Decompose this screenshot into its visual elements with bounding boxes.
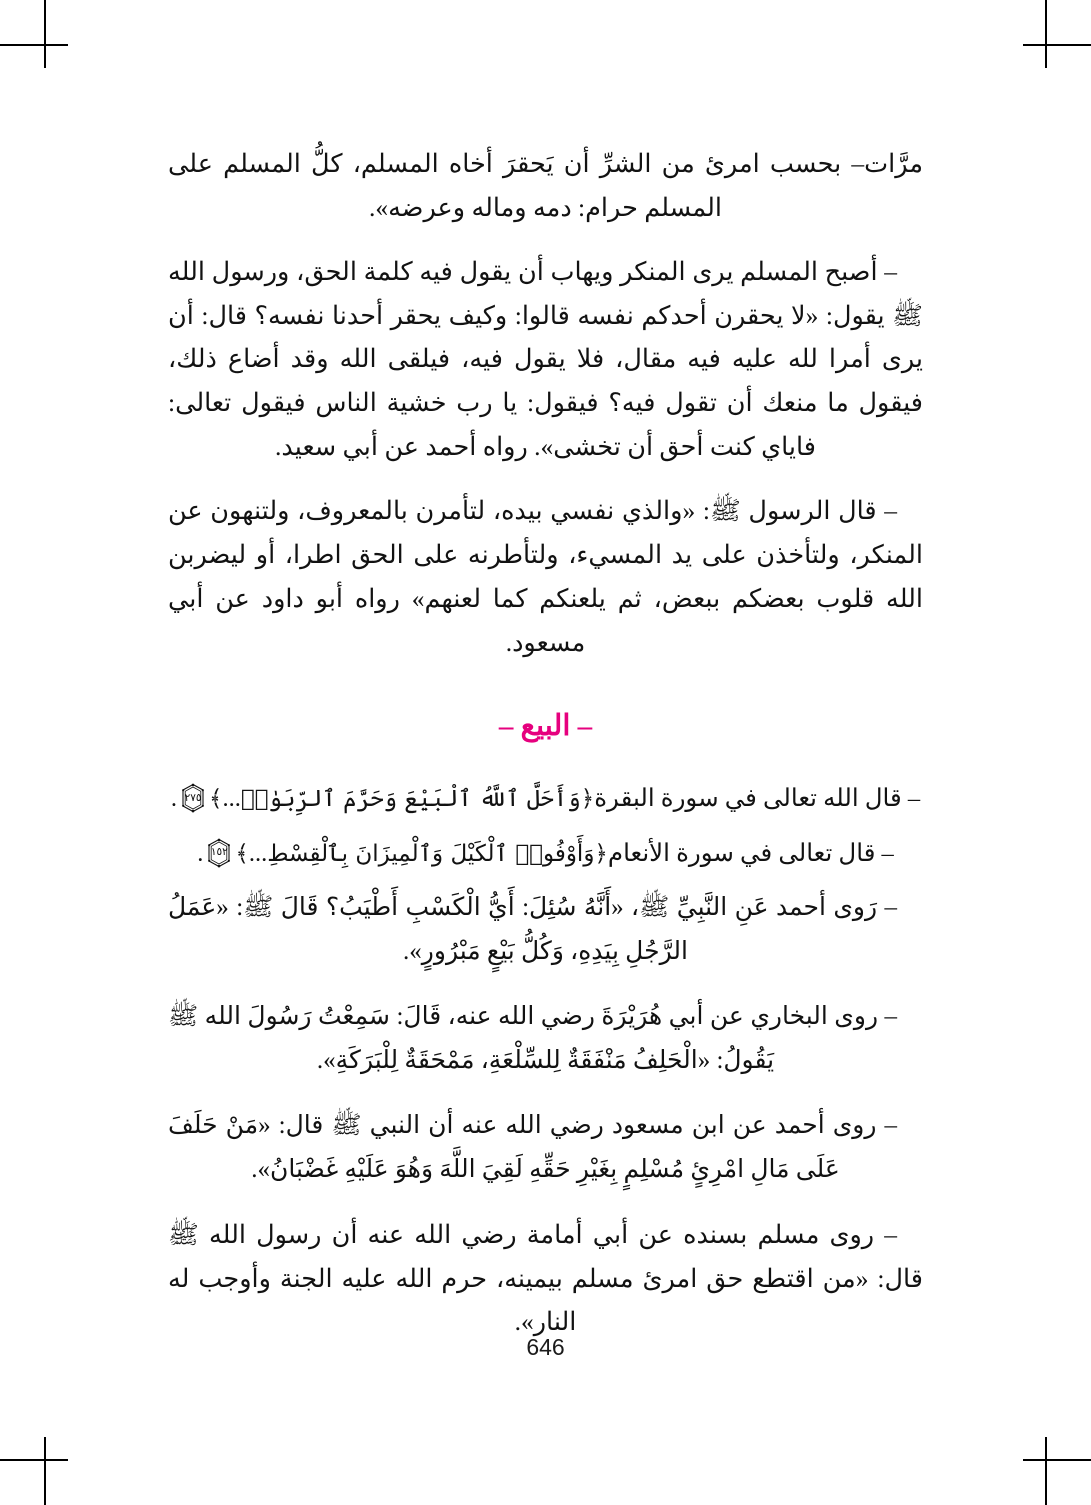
crop-mark-bottom-right-horizontal [1023,1459,1091,1461]
hadith-bukhari-halif: – روى البخاري عن أبي هُرَيْرَةَ رضي الله عنه، قَالَ: سَمِعْتُ رَسُولَ الله ﷺ يَقُولُ: «الْحَلِفُ مَنْفَقَةٌ لِلسِّلْعَةِ، مَمْحَقَةٌ لِلْبَرَكَةِ». [168,1002,897,1075]
crop-mark-top-left-horizontal [0,44,68,46]
quran-open-bracket: ﴿ [580,786,595,813]
paragraph-amr-bil-maruf: – قال الرسول ﷺ: «والذي نفسي بيده، لتأمرن بالمعروف، ولتنهون عن المنكر، ولتأخذن على يد المسيء، ولتأطرنه على الحق اطرا، أو ليضربن الله قلوب بعضكم ببعض، ثم يلعنكم كما لعنهم» رواه أبو داود عن أبي مسعود. [168,496,923,657]
verse-lead-text: – قال الله تعالى في سورة البقرة [594,785,921,813]
crop-mark-top-left-vertical [44,0,46,68]
hadith-ahmad-ibn-masud: – روى أحمد عن ابن مسعود رضي الله عنه أن النبي ﷺ قال: «مَنْ حَلَفَ عَلَى مَالِ امْرِئٍ مُسْلِمٍ بِغَيْرِ حَقِّهِ لَقِيَ اللَّهَ وَهُوَ عَلَيْهِ غَضْبَانُ». [168,1111,897,1184]
verse-citation-baqarah [168,777,923,821]
verse-tail-punctuation: . [197,839,204,867]
verse-lead-text: – قال تعالى في سورة الأنعام [607,839,894,867]
quran-open-bracket: ﴿ [594,840,608,867]
crop-mark-bottom-left-vertical [44,1437,46,1505]
crop-mark-bottom-left-horizontal [0,1459,68,1461]
hadith-muslim-abu-umamah: – روى مسلم بسنده عن أبي أمامة رضي الله عنه أن رسول الله ﷺ قال: «من اقتطع حق امرئ مسلم بيمينه، حرم الله عليه الجنة وأوجب له النار». [168,1219,923,1337]
verse-ellipsis: ... [248,839,268,867]
quran-verse-text: وَأَحَلَّ ٱللَّهُ ٱلْبَيْعَ وَحَرَّمَ ٱلرِّبَوٰا۟ [240,786,581,813]
paragraph-munkar: – أصبح المسلم يرى المنكر ويهاب أن يقول فيه كلمة الحق، ورسول الله ﷺ يقول: «لا يحقرن أحدكم نفسه قالوا: وكيف يحقر أحدنا نفسه؟ قال: أن يرى أمرا لله عليه فيه مقال، فلا يقول فيه، فيلقى الله وقد أضاع ذلك، فيقول ما منعك أن تقول فيه؟ فيقول: يا رب خشية الناس فيقول تعالى: فاياي كنت أحق أن تخشى». رواه أحمد عن أبي سعيد. [168,256,923,462]
quran-close-bracket: ﴾ [209,786,223,813]
ayah-number-marker-icon [178,783,208,813]
ayah-number-label: ٢٧٥ [184,792,202,804]
crop-mark-bottom-right-vertical [1045,1437,1047,1505]
crop-mark-top-right-vertical [1045,0,1047,68]
page-number: 646 [526,1334,565,1360]
text-block [168,142,923,1364]
crop-mark-top-right-horizontal [1023,44,1091,46]
ayah-number-marker-icon [204,838,234,868]
verse-citation-anam [168,832,923,876]
ayah-number-label: ١٥٢ [210,846,228,859]
verse-ellipsis: ... [222,785,241,813]
quran-verse-text: وَأَوْفُوا۟ ٱلْكَيْلَ وَٱلْمِيزَانَ بِٱلْقِسْطِ [267,840,595,867]
hadith-ahmad-kasb: – رَوى أحمد عَنِ النَّبِيِّ ﷺ، «أَنَّهُ سُئِلَ: أَيُّ الْكَسْبِ أَطْيَبُ؟ قَالَ ﷺ: «عَمَلُ الرَّجُلِ بِيَدِهِ، وَكُلُّ بَيْعٍ مَبْرُورٍ». [168,893,897,966]
paragraph-continuation: مرَّات– بحسب امرئ من الشرِّ أن يَحقرَ أخاه المسلم، كلُّ المسلم على المسلم حرام: دمه وماله وعرضه». [168,149,923,222]
section-heading-al-bay: – البيع – [498,710,593,743]
quran-close-bracket: ﴾ [235,840,249,867]
verse-tail-punctuation: . [170,785,178,813]
